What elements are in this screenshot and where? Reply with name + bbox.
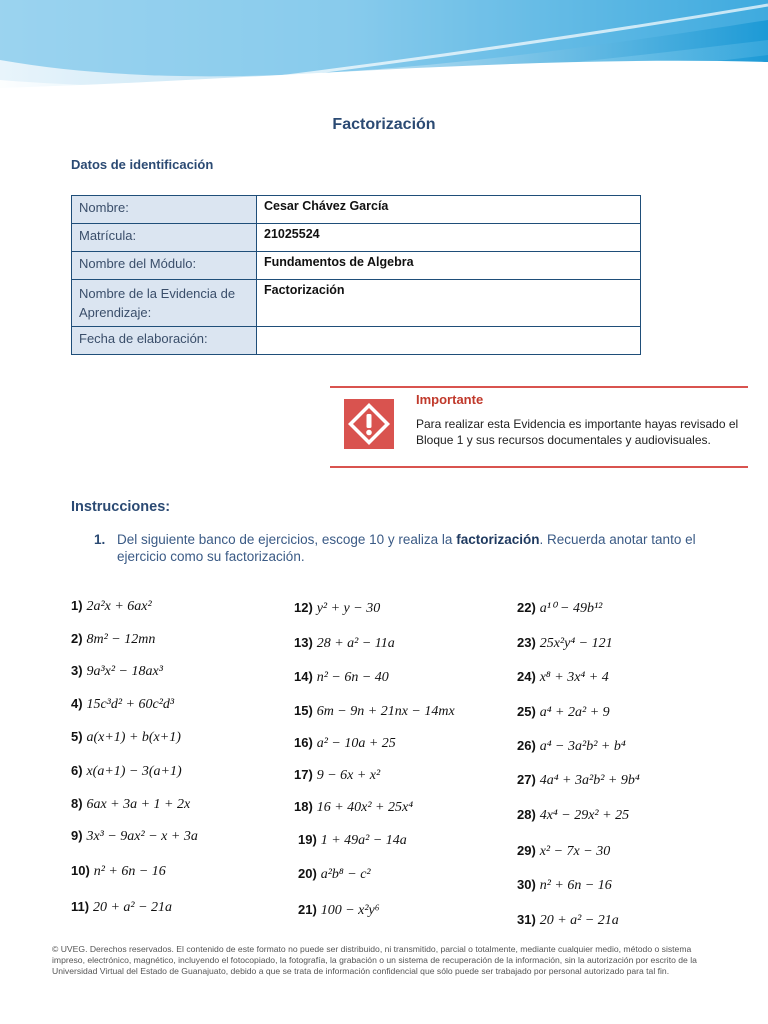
exercise-item [517,911,619,929]
exercise-expression: n² − 6n − 40 [316,670,389,685]
table-row [72,196,641,224]
copyright-footer: © UVEG. Derechos reservados. El contenido de este formato no puede ser distribuido, ni transmitido, parcial o totalmente, mediante cualquier medio, método o sistema impreso, electrónico, magnético, incluyendo el fotocopiado, la fotografía, la grabación o un sistema de recuperación de la información, sin la autorización por escrito de la Universidad Virtual del Estado de Guanajuato, debido a que se trata de información confidencial que sólo puede ser trabajado por personal autorizado para tal fin. [52,944,697,976]
exercise-item [517,771,640,789]
exercise-expression: 4a⁴ + 3a²b² + 9b⁴ [539,773,640,788]
exercise-item [71,762,182,780]
exercise-number: 10) [71,863,90,878]
exercise-expression: 15c³d² + 60c²d³ [86,697,175,712]
exercise-item [298,831,407,849]
exercise-item [71,695,174,713]
page-title: Factorización [332,116,436,133]
exercise-number: 3) [71,663,83,678]
exercise-number: 29) [517,843,536,858]
exercise-item [71,862,166,880]
exercise-number: 27) [517,772,536,787]
exercise-expression: 28 + a² − 11a [316,636,395,651]
exercise-item [294,702,455,720]
exercise-expression: a⁴ + 2a² + 9 [539,705,610,720]
exercise-expression: 9a³x² − 18ax³ [86,664,163,679]
date-value [257,327,641,355]
exercise-expression: 16 + 40x² + 25x⁴ [316,800,414,815]
exercise-item [71,662,163,680]
table-row [72,252,641,280]
exercise-number: 26) [517,738,536,753]
module-label: Nombre del Módulo: [72,252,257,280]
exercise-expression: 8m² − 12mn [86,632,156,647]
instruction-text [117,531,717,565]
exercise-number: 23) [517,635,536,650]
exercise-expression: a⁴ − 3a²b² + b⁴ [539,739,626,754]
exercise-number: 12) [294,600,313,615]
exercise-number: 21) [298,902,317,917]
exercise-item [294,766,380,784]
exercise-expression: n² + 6n − 16 [93,864,166,879]
exercise-number: 22) [517,600,536,615]
exercise-item [517,703,610,721]
exercise-expression: n² + 6n − 16 [539,878,612,893]
exercise-item [294,668,389,686]
exercise-item [517,599,602,617]
exercise-expression: 20 + a² − 21a [539,913,619,928]
exercise-item [298,865,371,883]
exercise-number: 11) [71,899,90,914]
exercise-expression: 20 + a² − 21a [92,900,173,915]
exercise-item [294,734,396,752]
exercise-item [517,668,609,686]
exercise-item [517,806,629,824]
evidence-label: Nombre de la Evidencia de Aprendizaje: [72,280,257,327]
exercise-expression: a²b⁸ − c² [320,867,371,882]
evidence-value: Factorización [257,280,641,327]
instruction-number: 1. [94,532,106,547]
exercise-expression: a² − 10a + 25 [316,736,396,751]
exercise-expression: a¹⁰ − 49b¹² [539,601,603,616]
important-text: Para realizar esta Evidencia es importante hayas revisado el Bloque 1 y sus recursos documentales y audiovisuales. [416,417,739,447]
exercise-number: 19) [298,832,317,847]
exercise-item [71,597,152,615]
table-row [72,224,641,252]
instruction-text-end: . Recuerda anotar tanto el ejercicio como su factorización. [117,532,696,564]
exercise-item [294,599,380,617]
exercise-expression: x⁸ + 3x⁴ + 4 [539,670,609,685]
exercise-number: 24) [517,669,536,684]
exercise-item [517,842,610,860]
exercise-expression: 25x²y⁴ − 121 [539,636,613,651]
exercise-expression: 4x⁴ − 29x² + 25 [539,808,630,823]
important-note [330,386,748,468]
header-banner [0,0,768,96]
exercise-expression: x² − 7x − 30 [539,844,611,859]
exercise-number: 17) [294,767,313,782]
instructions-heading: Instrucciones: [71,499,171,515]
table-row [72,327,641,355]
name-label: Nombre: [72,196,257,224]
exercise-item [517,634,613,652]
exercise-expression: 3x³ − 9ax² − x + 3a [86,829,198,844]
exercise-number: 9) [71,828,83,843]
exercise-expression: 6ax + 3a + 1 + 2x [86,797,191,812]
enrollment-value: 21025524 [257,224,641,252]
exercise-item [294,634,395,652]
exercise-expression: 6m − 9n + 21nx − 14mx [316,704,455,719]
date-label: Fecha de elaboración: [72,327,257,355]
exercise-item [71,728,181,746]
exercise-expression: 100 − x²y⁶ [320,903,380,918]
exercise-expression: y² + y − 30 [316,601,381,616]
name-value: Cesar Chávez García [257,196,641,224]
exercise-number: 2) [71,631,83,646]
exercise-expression: x(a+1) − 3(a+1) [86,764,182,779]
identification-heading: Datos de identificación [71,157,214,172]
exercise-number: 28) [517,807,536,822]
exercise-number: 5) [71,729,83,744]
exercise-number: 25) [517,704,536,719]
exercise-item [298,901,380,919]
module-value: Fundamentos de Algebra [257,252,641,280]
exercise-number: 30) [517,877,536,892]
exercise-expression: a(x+1) + b(x+1) [86,730,181,745]
exercise-number: 20) [298,866,317,881]
exercise-number: 8) [71,796,83,811]
exercise-item [517,737,626,755]
exercise-number: 4) [71,696,83,711]
exercise-number: 15) [294,703,313,718]
warning-sign-icon [344,399,394,449]
instruction-text-bold: factorización [456,532,540,547]
exercise-expression: 2a²x + 6ax² [86,599,152,614]
exercise-number: 16) [294,735,313,750]
exercise-expression: 1 + 49a² − 14a [320,833,407,848]
exercise-item [71,630,155,648]
exercise-number: 14) [294,669,313,684]
exercise-number: 13) [294,635,313,650]
exercise-item [294,798,413,816]
exercise-number: 6) [71,763,83,778]
exercise-number: 18) [294,799,313,814]
exercise-item [71,827,198,845]
exercise-expression: 9 − 6x + x² [316,768,381,783]
exercise-item [71,898,172,916]
exercise-item [71,795,190,813]
instruction-text-start: Del siguiente banco de ejercicios, escoge 10 y realiza la [117,532,457,547]
exercise-number: 31) [517,912,536,927]
identification-table [71,195,641,355]
important-title: Importante [416,392,484,407]
table-row [72,280,641,327]
exercise-item [517,876,612,894]
enrollment-label: Matrícula: [72,224,257,252]
exercise-number: 1) [71,598,83,613]
